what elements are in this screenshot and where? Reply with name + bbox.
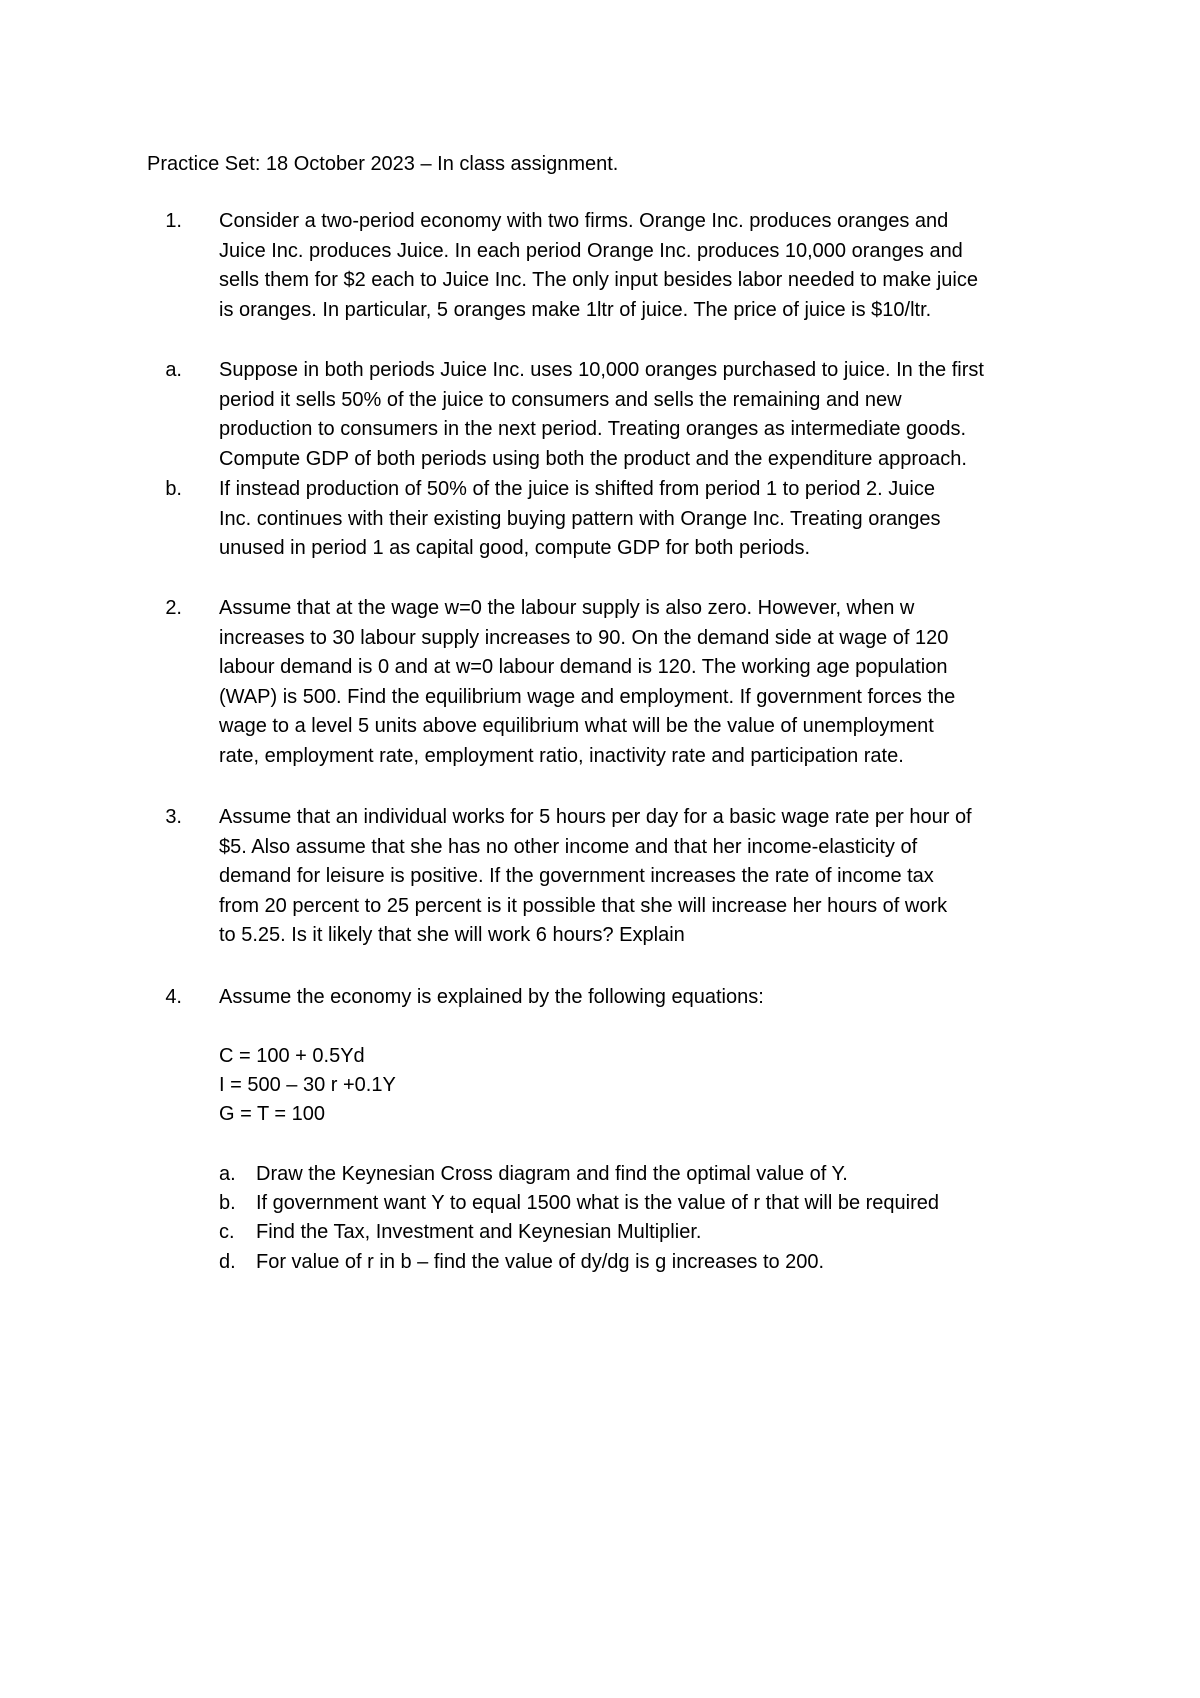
question-text-line: (WAP) is 500. Find the equilibrium wage and employment. If government forces the [219, 685, 956, 708]
question-text-line: to 5.25. Is it likely that she will work 6 hours? Explain [219, 924, 685, 947]
question-1-part-b [147, 475, 1077, 564]
part-text-line: Compute GDP of both periods using both the product and the expenditure approach. [219, 447, 967, 470]
question-text-line: increases to 30 labour supply increases to 90. On the demand side at wage of 120 [219, 626, 949, 649]
question-text-line: is oranges. In particular, 5 oranges make 1ltr of juice. The price of juice is $10/ltr. [219, 298, 932, 321]
question-4 [147, 983, 1077, 1013]
part-letter: d. [219, 1251, 236, 1273]
part-text: Find the Tax, Investment and Keynesian Multiplier. [256, 1221, 702, 1243]
part-text-line: If instead production of 50% of the juice is shifted from period 1 to period 2. Juice [219, 478, 935, 500]
question-text-line: demand for leisure is positive. If the government increases the rate of income tax [219, 865, 934, 888]
part-text-line: Suppose in both periods Juice Inc. uses 10,000 oranges purchased to juice. In the first [219, 359, 984, 381]
question-text-line: rate, employment rate, employment ratio, inactivity rate and participation rate. [219, 744, 904, 767]
question-number: 1. [165, 210, 182, 232]
question-1-part-a [147, 356, 1077, 474]
question-text-line: Assume that at the wage w=0 the labour supply is also zero. However, when w [219, 597, 915, 619]
question-number: 4. [165, 986, 182, 1008]
part-text-line: period it sells 50% of the juice to consumers and sells the remaining and new [219, 388, 902, 411]
part-text: If government want Y to equal 1500 what is the value of r that will be required [256, 1192, 940, 1214]
question-number: 2. [165, 597, 182, 619]
question-4-part-b [219, 1189, 1079, 1219]
question-4-part-c [219, 1218, 1079, 1248]
question-3 [147, 803, 1077, 951]
part-text-line: Inc. continues with their existing buying pattern with Orange Inc. Treating oranges [219, 507, 941, 530]
question-4-part-d [219, 1248, 1079, 1278]
part-text-line: unused in period 1 as capital good, compute GDP for both periods. [219, 537, 811, 560]
question-number: 3. [165, 806, 182, 828]
question-2 [147, 594, 1077, 772]
question-text-line: labour demand is 0 and at w=0 labour demand is 120. The working age population [219, 656, 948, 679]
question-text-line: Assume that an individual works for 5 hours per day for a basic wage rate per hour of [219, 806, 972, 828]
part-text: For value of r in b – find the value of dy/dg is g increases to 200. [256, 1251, 825, 1273]
question-text-line: $5. Also assume that she has no other income and that her income-elasticity of [219, 835, 918, 858]
part-letter: a. [165, 359, 182, 381]
part-letter: a. [219, 1163, 236, 1185]
part-letter: c. [219, 1221, 235, 1243]
document-title: Practice Set: 18 October 2023 – In class assignment. [147, 153, 619, 175]
question-text-line: wage to a level 5 units above equilibrium what will be the value of unemployment [219, 715, 934, 738]
question-text-line: Consider a two-period economy with two firms. Orange Inc. produces oranges and [219, 210, 949, 232]
question-text-line: sells them for $2 each to Juice Inc. The only input besides labor needed to make juice [219, 269, 978, 292]
equation-consumption: C = 100 + 0.5Yd [219, 1045, 365, 1067]
part-letter: b. [165, 478, 182, 500]
part-letter: b. [219, 1192, 236, 1214]
question-1 [147, 207, 1077, 325]
question-4-part-a [219, 1160, 1079, 1190]
part-text-line: production to consumers in the next period. Treating oranges as intermediate goods. [219, 418, 967, 441]
question-text-line: Juice Inc. produces Juice. In each period Orange Inc. produces 10,000 oranges and [219, 239, 963, 262]
part-text: Draw the Keynesian Cross diagram and find the optimal value of Y. [256, 1163, 848, 1185]
equation-investment: I = 500 – 30 r +0.1Y [219, 1074, 396, 1096]
question-text-line: Assume the economy is explained by the following equations: [219, 986, 764, 1008]
question-text-line: from 20 percent to 25 percent is it possible that she will increase her hours of work [219, 894, 948, 917]
equation-government: G = T = 100 [219, 1103, 326, 1125]
